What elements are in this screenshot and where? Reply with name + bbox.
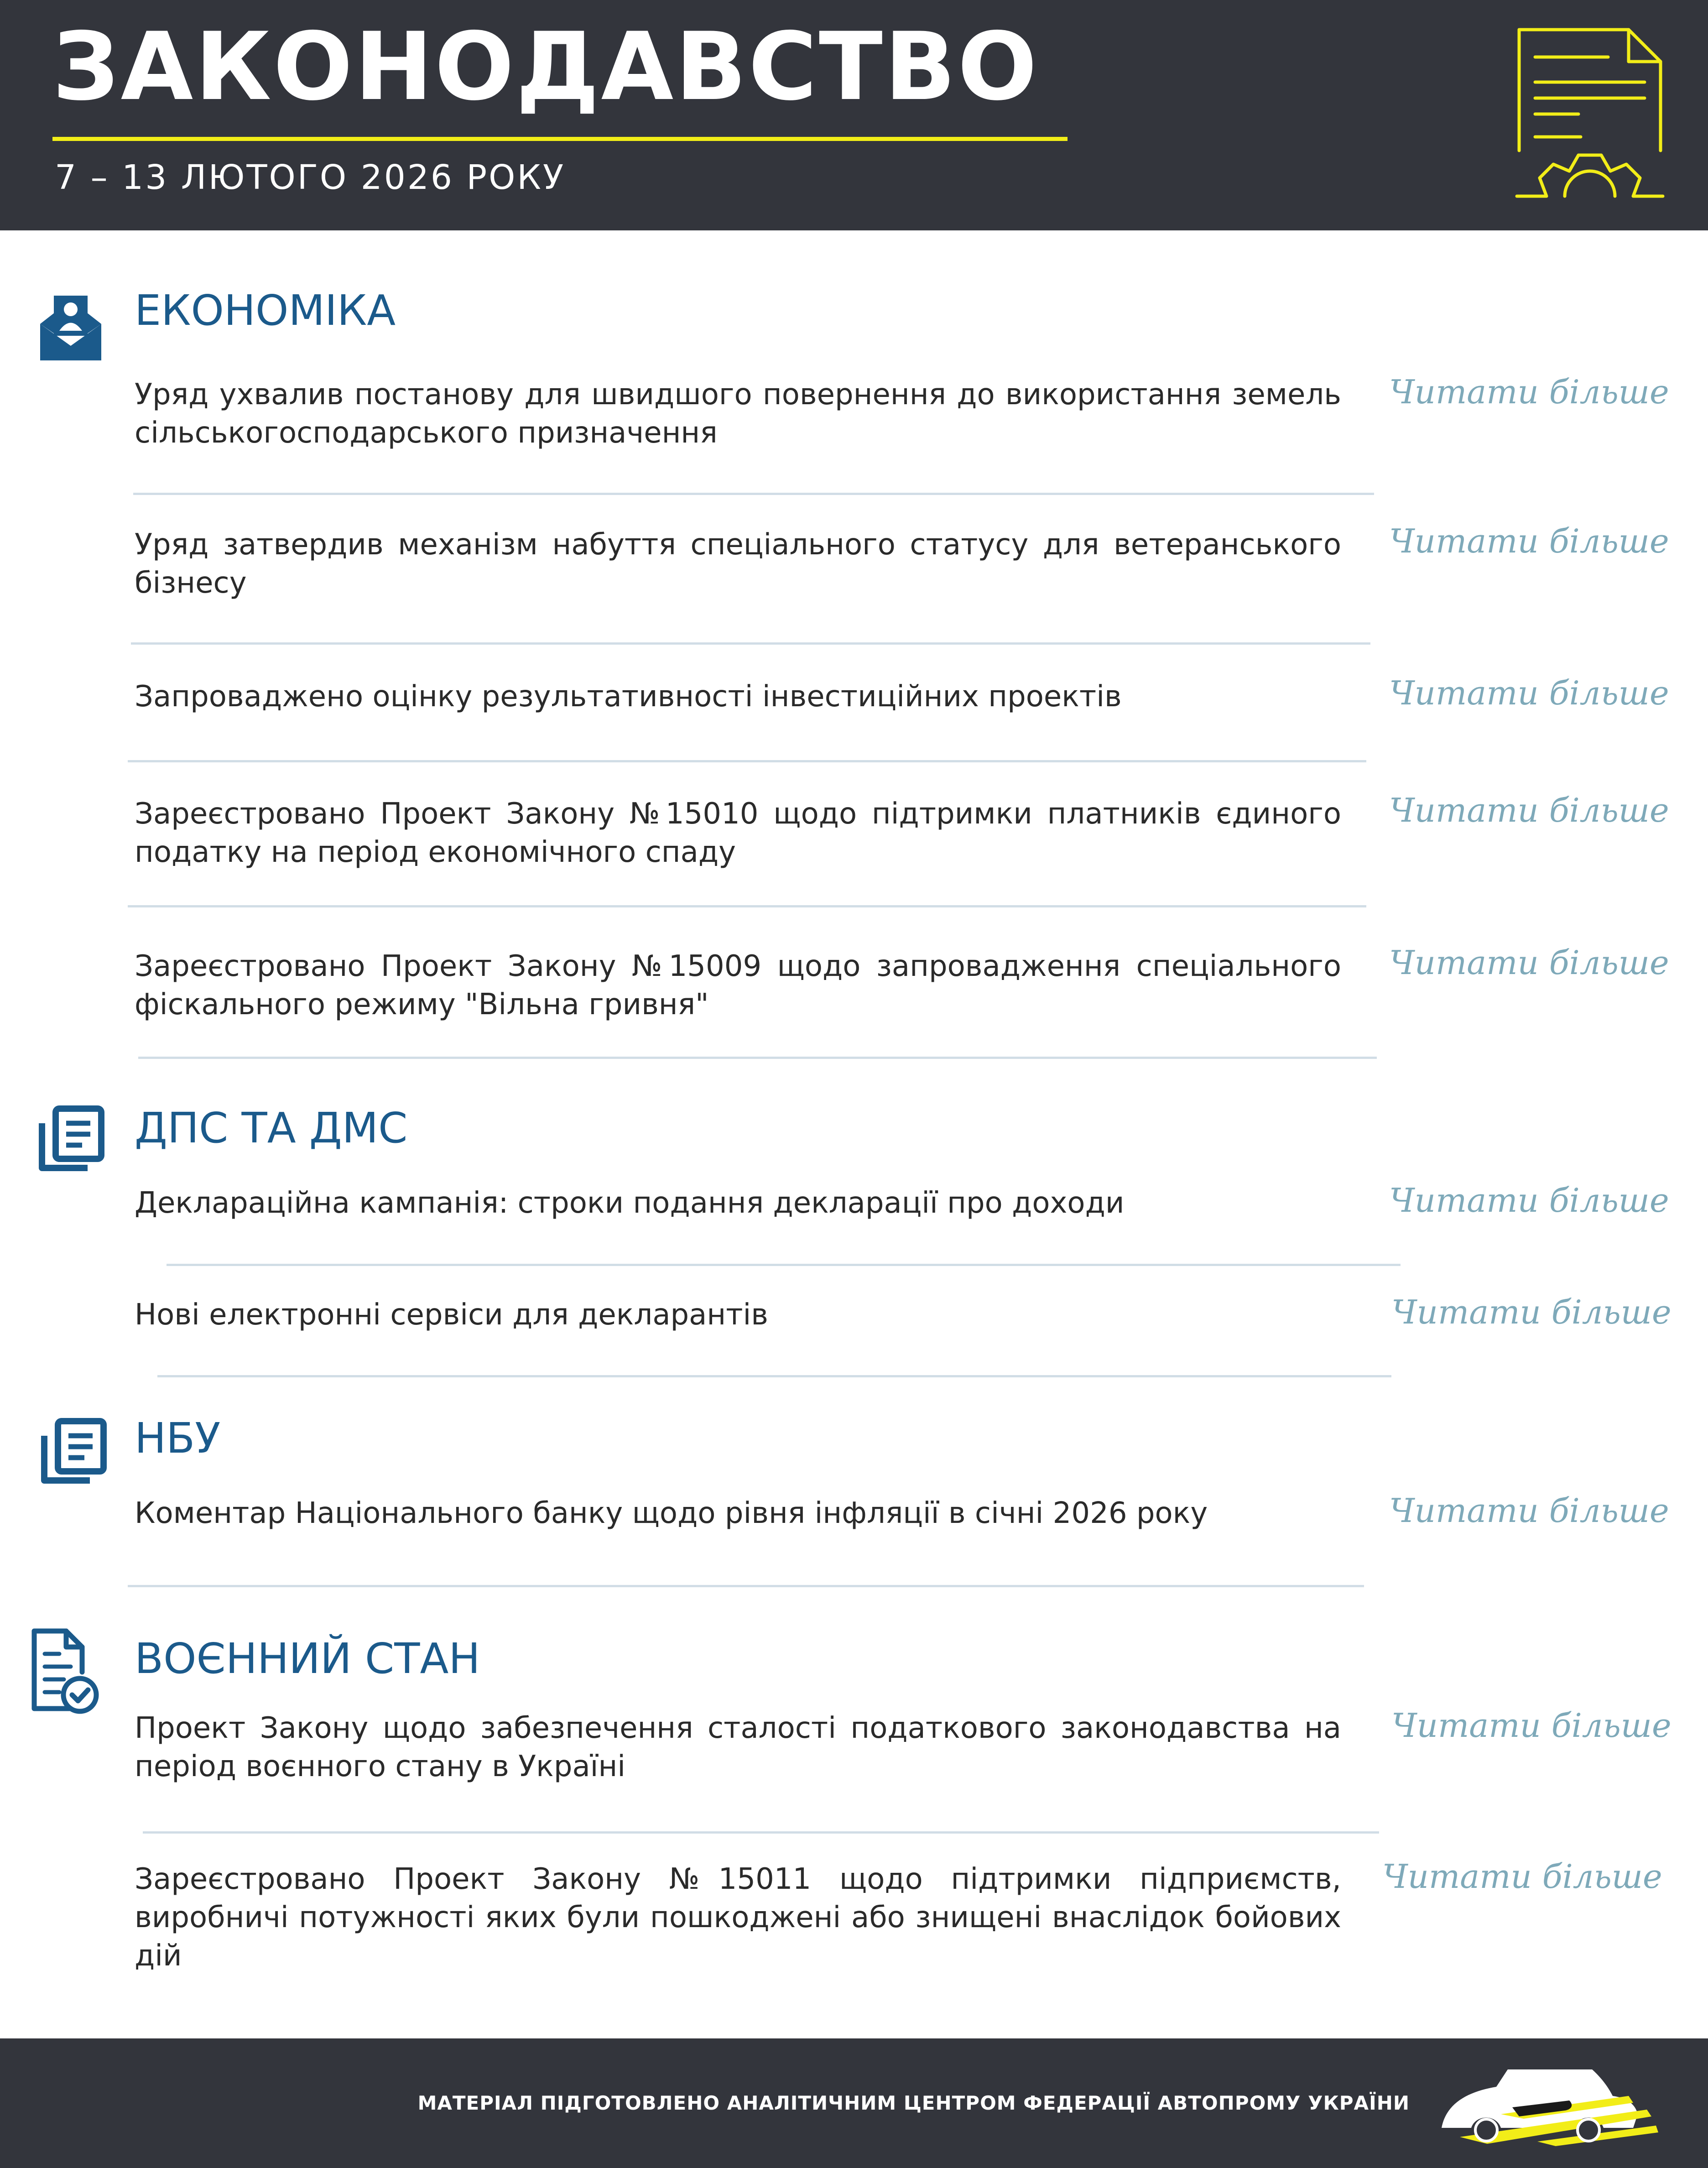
news-item-text: Уряд ухвалив постанову для швидшого повернення до використання земель сільськогосподарського призначення: [135, 378, 1341, 450]
news-item-text: Зареєстровано Проект Закону №15010 щодо підтримки платників єдиного податку на період економічного спаду: [135, 797, 1341, 869]
read-more-link[interactable]: Читати більше: [1391, 1293, 1672, 1331]
header-bar: [0, 0, 1708, 230]
title-underline: [52, 137, 1068, 141]
section-title-martial-law: ВОЄННИЙ СТАН: [135, 1634, 480, 1683]
date-range: 7 – 13 ЛЮТОГО 2026 РОКУ: [55, 158, 566, 197]
document-gear-icon: [1515, 25, 1665, 212]
economy-icon: [36, 292, 105, 363]
documents-icon: [39, 1417, 109, 1487]
section-title-dps: ДПС ТА ДМС: [135, 1104, 408, 1152]
divider: [128, 760, 1366, 762]
news-item-text: Зареєстровано Проект Закону №15011 щодо підтримки підприємств, виробничі потужності яких були пошкоджені або знищені внаслідок бойових дій: [135, 1862, 1341, 1973]
divider: [143, 1831, 1379, 1834]
news-item-text: Коментар Національного банку щодо рівня інфляції в січні 2026 року: [135, 1496, 1208, 1530]
section-title-economy: ЕКОНОМІКА: [135, 286, 396, 335]
divider: [133, 493, 1374, 495]
read-more-link[interactable]: Читати більше: [1389, 674, 1669, 712]
news-item-text: Зареєстровано Проект Закону №15009 щодо запровадження спеціального фіскального режиму "Вільна гривня": [135, 949, 1341, 1021]
news-item-text: Деклараційна кампанія: строки подання декларації про доходи: [135, 1186, 1125, 1220]
read-more-link[interactable]: Читати більше: [1382, 1857, 1662, 1896]
footer-credit: МАТЕРІАЛ ПІДГОТОВЛЕНО АНАЛІТИЧНИМ ЦЕНТРОМ ФЕДЕРАЦІЇ АВТОПРОМУ УКРАЇНИ: [417, 2092, 1410, 2114]
read-more-link[interactable]: Читати більше: [1389, 943, 1669, 982]
divider: [131, 642, 1370, 645]
read-more-link[interactable]: Читати більше: [1389, 373, 1669, 411]
checked-document-icon: [27, 1626, 100, 1715]
read-more-link[interactable]: Читати більше: [1389, 1181, 1669, 1220]
page-title: ЗАКОНОДАВСТВО: [52, 13, 1039, 121]
divider: [167, 1264, 1401, 1266]
documents-icon: [36, 1104, 107, 1175]
news-item-text: Нові електронні сервіси для декларантів: [135, 1298, 768, 1332]
read-more-link[interactable]: Читати більше: [1389, 1491, 1669, 1530]
divider: [138, 1057, 1377, 1059]
read-more-link[interactable]: Читати більше: [1389, 522, 1669, 560]
news-item-text: Проект Закону щодо забезпечення сталості податкового законодавства на період воєнного стану в Україні: [135, 1711, 1341, 1783]
read-more-link[interactable]: Читати більше: [1389, 791, 1669, 829]
car-logo-icon: [1432, 2059, 1661, 2151]
footer-bar: [0, 2038, 1708, 2168]
section-title-nbu: НБУ: [135, 1414, 221, 1463]
news-item-text: Запроваджено оцінку результативності інвестиційних проектів: [135, 680, 1122, 714]
news-item-text: Уряд затвердив механізм набуття спеціального статусу для ветеранського бізнесу: [135, 528, 1341, 600]
divider: [128, 1585, 1364, 1587]
divider: [128, 905, 1366, 907]
read-more-link[interactable]: Читати більше: [1391, 1706, 1672, 1745]
divider: [157, 1375, 1391, 1377]
